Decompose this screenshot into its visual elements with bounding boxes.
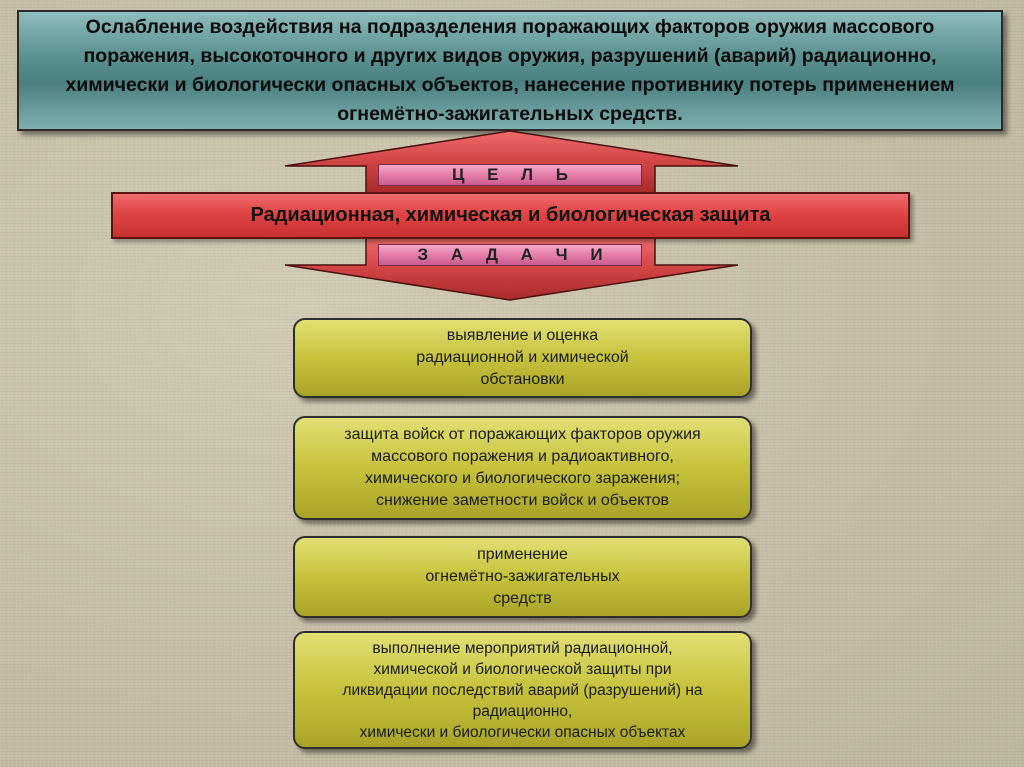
task-text: выявление и оценка радиационной и химической обстановки — [416, 327, 629, 388]
tasks-label: З А Д А Ч И — [378, 244, 642, 266]
task-box — [293, 536, 752, 618]
task-text: выполнение мероприятий радиационной, химической и биологической защиты при ликвидации последствий аварий (разрушений) на радиационно, химически и биологически опасных объектах — [342, 639, 703, 741]
task-text: защита войск от поражающих факторов оружия массового поражения и радиоактивного, химического и биологического заражения; снижение заметности войск и объектов — [344, 426, 701, 509]
task-box — [293, 318, 752, 398]
center-title: Радиационная, химическая и биологическая защита — [250, 204, 771, 226]
objective-text: Ослабление воздействия на подразделения поражающих факторов оружия массового поражения, высокоточного и других видов оружия, разрушений (аварий) радиационно, химически и биологически опасных объектов, нанесение противнику потерь применением огнемётно-зажигательных средств. — [65, 15, 955, 125]
goal-label: Ц Е Л Ь — [378, 164, 642, 186]
task-box — [293, 631, 752, 749]
task-text: применение огнемётно-зажигательных средств — [425, 546, 620, 607]
task-box — [293, 416, 752, 520]
center-title-bar — [111, 192, 910, 239]
